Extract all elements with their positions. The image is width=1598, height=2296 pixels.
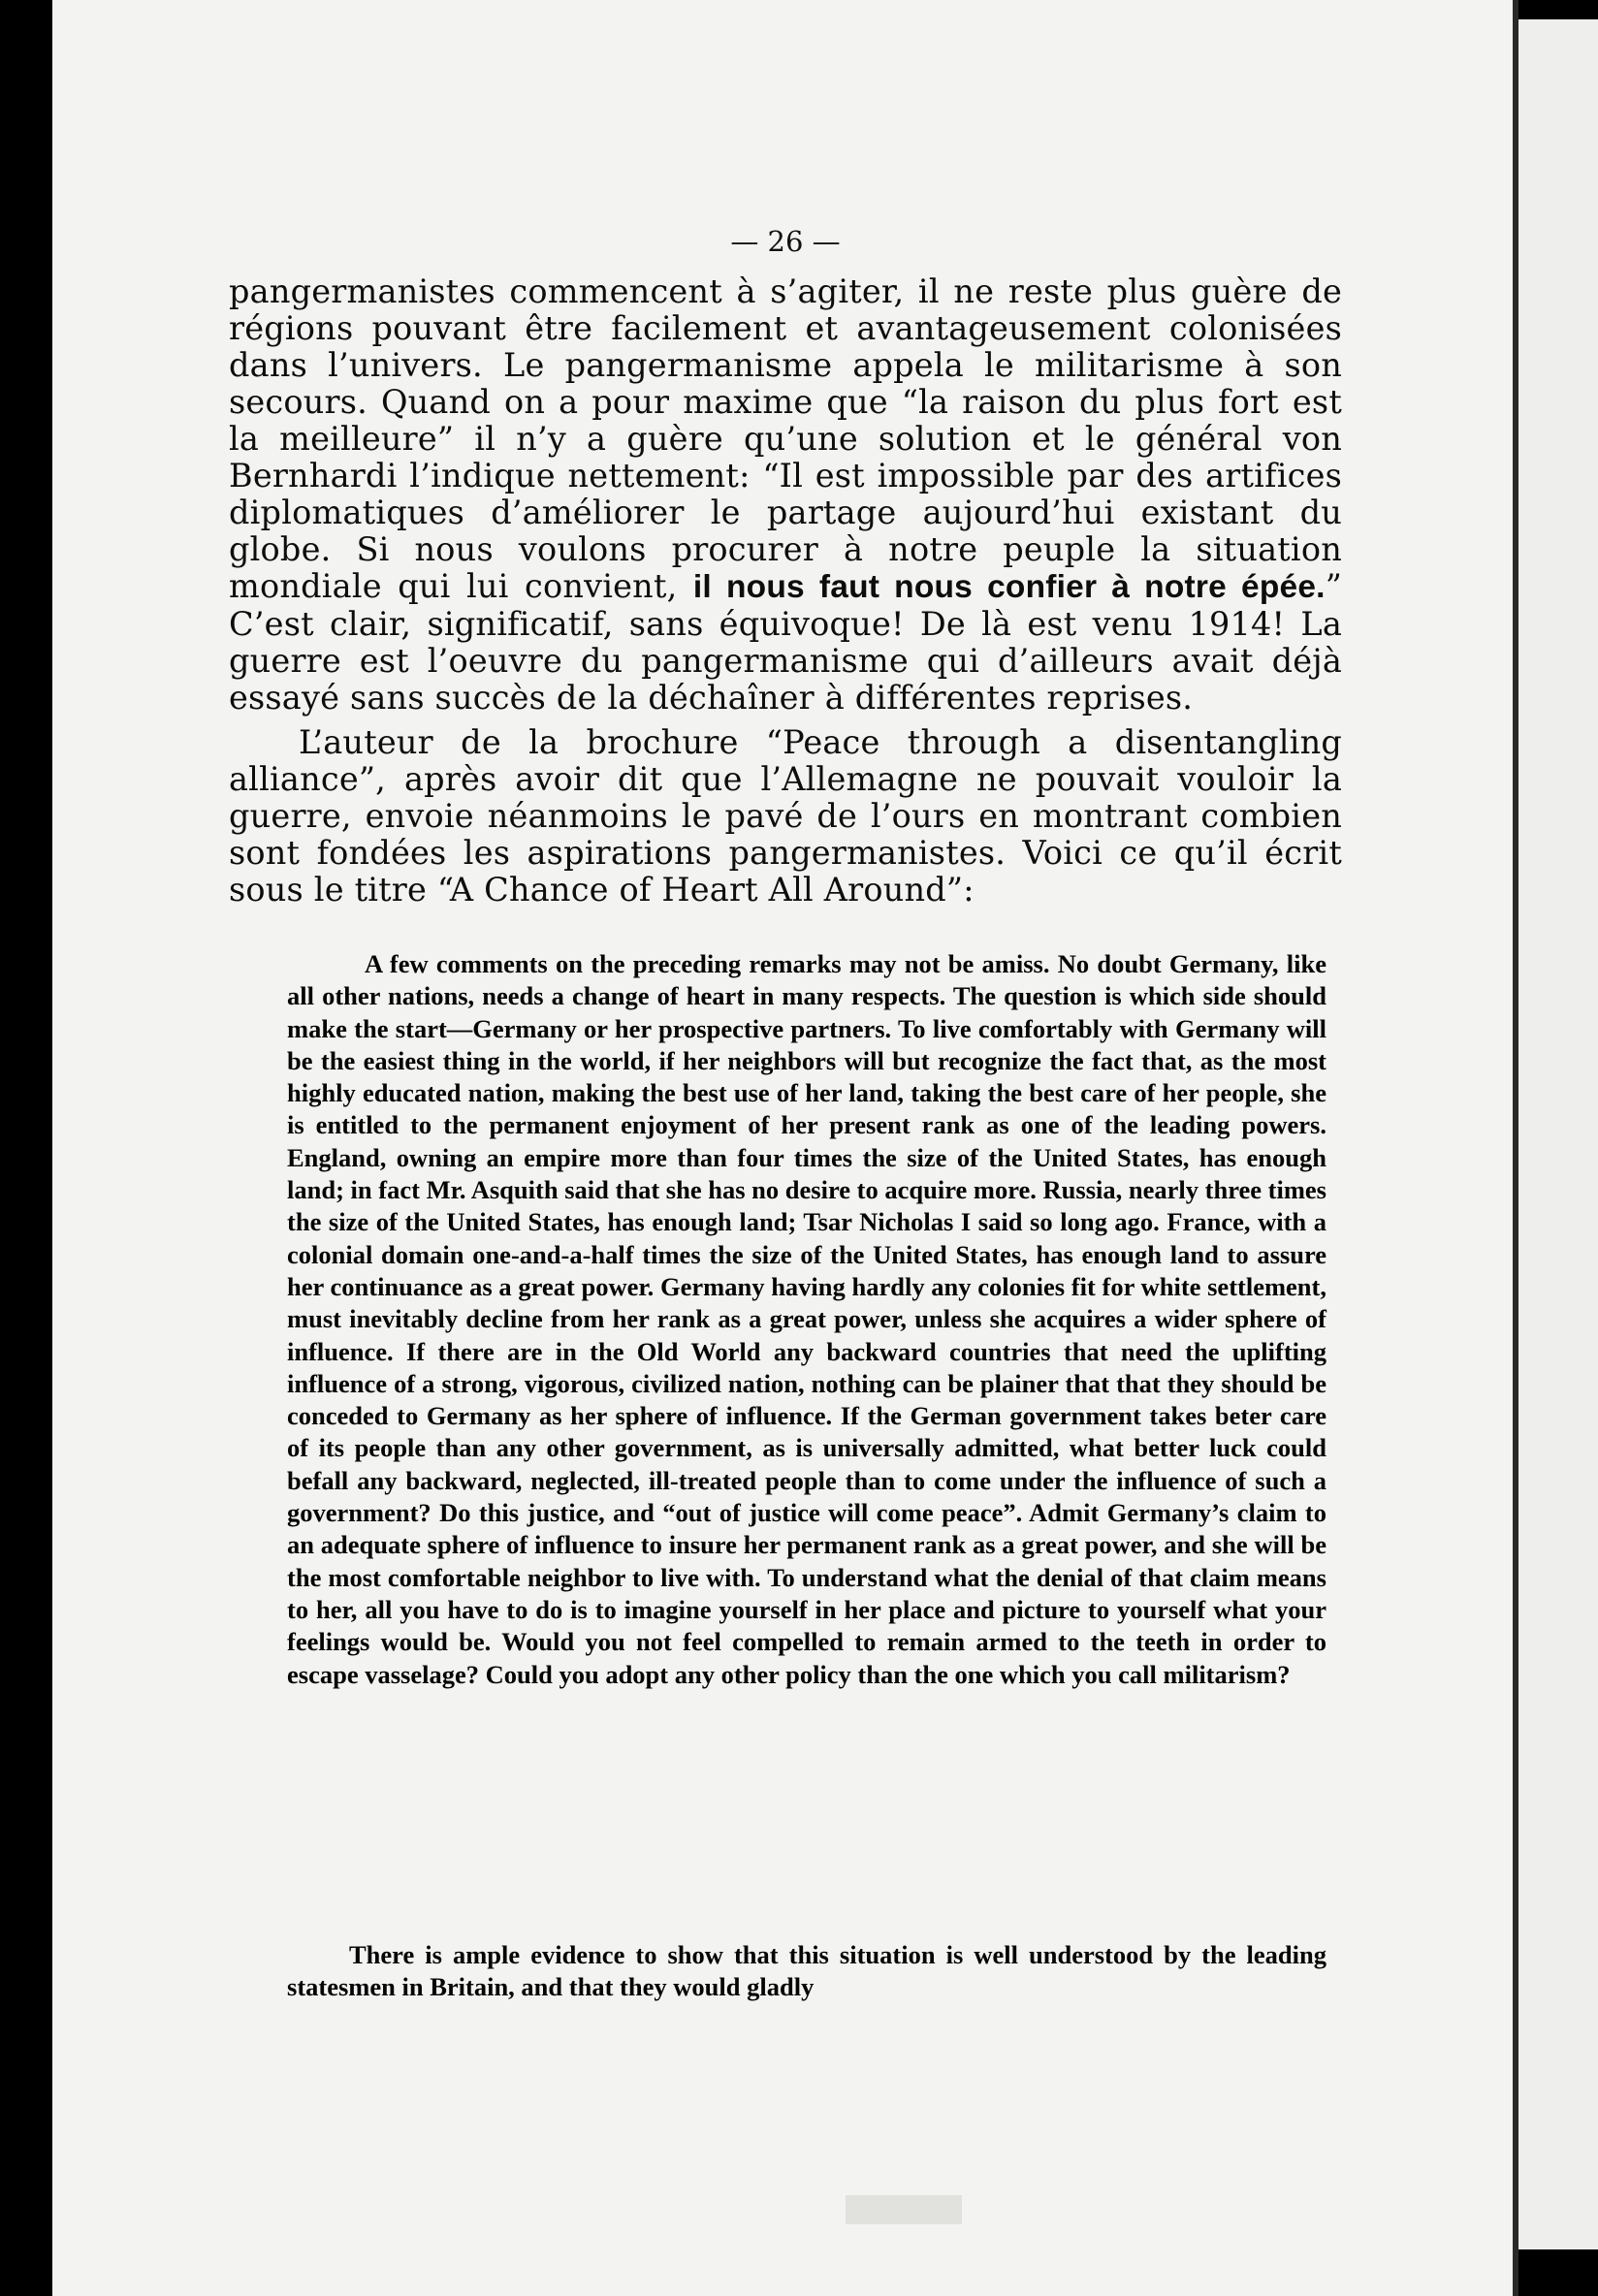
- page-number: — 26 —: [730, 225, 841, 258]
- paper-smudge: [846, 2195, 962, 2224]
- paragraph-1-bold: il nous faut nous confier à notre épée.: [692, 569, 1326, 605]
- block-quote: [287, 948, 1326, 1691]
- paragraph-2: L’auteur de la brochure “Peace through a disentangling alliance”, après avoir dit que l’Allemagne ne pouvait vouloir la guerre, envoie néanmoins le pavé de l’ours en montrant combien sont fondées les aspirations pangermanistes. Voici ce qu’il écrit sous le titre “A Chance of Heart All Around”:: [229, 723, 1342, 909]
- main-text: [229, 273, 1342, 909]
- paragraph-1-part-a: pangermanistes commencent à s’agiter, il ne reste plus guère de régions pouvant être facilement et avantageusement colonisées dans l’univers. Le pangermanisme appela le militarisme à son secours. Quand on a pour maxime que “la raison du plus fort est la meilleure” il n’y a guère qu’une solution et le général von Bernhardi l’indique nettement: “Il est impossible par des artifices diplomatiques d’améliorer le partage aujourd’hui existant du globe. Si nous voulons procurer à notre peuple la situation mondiale qui lui convient,: [229, 272, 1342, 605]
- paragraph-3: There is ample evidence to show that this situation is well understood by the leading statesmen in Britain, and that they would gladly: [287, 1940, 1326, 2001]
- facing-page-edge: [1518, 19, 1598, 2249]
- quote-text: A few comments on the preceding remarks may not be amiss. No doubt Germany, like all other nations, needs a change of heart in many respects. The question is which side should make the start—Germany or her prospective partners. To live comfortably with Germany will be the easiest thing in the world, if her neighbors will but recognize the fact that, as the most highly educated nation, making the best use of her land, taking the best care of her people, she is entitled to the permanent enjoyment of her present rank as one of the leading powers. England, owning an empire more than four times the size of the United States, has enough land; in fact Mr. Asquith said that she has no desire to acquire more. Russia, nearly three times the size of the United States, has enough land; Tsar Nicholas I said so long ago. France, with a colonial domain one-and-a-half times the size of the United States, has enough land to assure her continuance as a great power. Germany having hardly any colonies fit for white settlement, must inevitably decline from her rank as a great power, unless she acquires a wider sphere of influence. If there are in the Old World any backward countries that need the uplifting influence of a strong, vigorous, civilized nation, nothing can be plainer that that they should be conceded to Germany as her sphere of influence. If the German government takes beter care of its people than any other government, as is universally admitted, what better luck could befall any backward, neglected, ill-treated people than to come under the influence of such a government? Do this justice, and “out of justice will come peace”. Admit Germany’s claim to an adequate sphere of influence to insure her permanent rank as a great power, and she will be the most comfortable neighbor to live with. To understand what the denial of that claim means to her, all you have to do is to imagine yourself in her place and picture to yourself what your feelings would be. Would you not feel compelled to remain armed to the teeth in order to escape vasselage? Could you adopt any other policy than the one which you call militarism?: [287, 949, 1326, 1689]
- paragraph-1: [229, 273, 1342, 717]
- paragraph-1-part-b: ” C’est clair, significatif, sans équivoque! De là est venu 1914! La guerre est l’oeuvre du pangermanisme qui d’ailleurs avait déjà essayé sans succès de la déchaîner à différentes reprises.: [229, 567, 1343, 717]
